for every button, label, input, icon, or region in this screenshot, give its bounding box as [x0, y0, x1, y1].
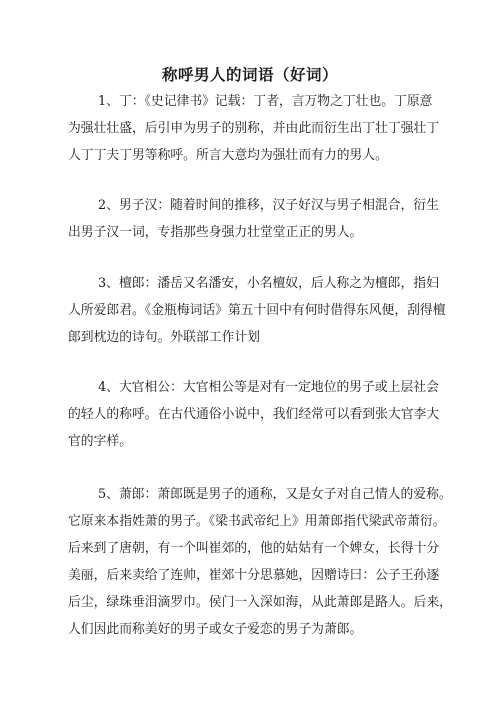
paragraph-line: 人丁丁夫丁男等称呼。所言大意均为强壮而有力的男人。	[68, 148, 388, 163]
paragraph-line: 3、檀郎：潘岳又名潘安，小名檀奴，后人称之为檀郎，指妇	[98, 276, 439, 291]
paragraph-line: 美丽，后来卖给了连帅，崔郊十分思慕她，因赠诗曰：公子王孙逐	[68, 568, 440, 583]
paragraph-line: 2、男子汉：随着时间的推移，汉子好汉与男子相混合，衍生	[98, 198, 439, 213]
paragraph-line: 人所爱郎君。《金瓶梅词话》第五十回中有何时借得东风便，刮得檀	[68, 303, 446, 318]
paragraph-line: 为强壮壮盛，后引申为男子的别称，并由此而衍生出丁壮丁强壮丁	[68, 121, 440, 136]
paragraph-line: 后来到了唐朝，有一个叫崔郊的，他的姑姑有一个婢女，长得十分	[68, 541, 440, 556]
paragraph-line: 4、大官相公：大官相公等是对有一定地位的男子或上层社会	[98, 380, 439, 395]
paragraph-xiaolang	[68, 481, 452, 643]
paragraph-line: 人们因此而称美好的男子或女子爱恋的男子为萧郎。	[68, 622, 363, 637]
paragraph-ding	[68, 88, 448, 169]
paragraph-line: 后尘，绿珠垂泪滴罗巾。侯门一入深如海，从此萧郎是路人。后来，	[68, 595, 452, 610]
paragraph-line: 的轻人的称呼。在古代通俗小说中，我们经常可以看到张大官李大	[68, 407, 440, 422]
paragraph-line: 5、萧郎：萧郎既是男子的通称，又是女子对自己情人的爱称。	[98, 487, 452, 502]
paragraph-line: 郎到枕边的诗句。外联部工作计划	[68, 330, 260, 345]
document-title: 称呼男人的词语（好词）	[161, 65, 338, 84]
paragraph-line: 1、丁：《史记律书》记载：丁者，言万物之丁壮也。丁原意	[98, 94, 433, 109]
paragraph-daguan-xianggong	[68, 374, 448, 455]
paragraph-line: 它原来本指姓萧的男子。《梁书武帝纪上》用萧郎指代梁武帝萧衍。	[68, 514, 446, 529]
paragraph-line: 出男子汉一词，专指那些身强力壮堂堂正正的男人。	[68, 225, 363, 240]
paragraph-tanlang	[68, 270, 448, 351]
paragraph-line: 官的字样。	[68, 434, 132, 449]
paragraph-nanzihan	[68, 192, 448, 246]
